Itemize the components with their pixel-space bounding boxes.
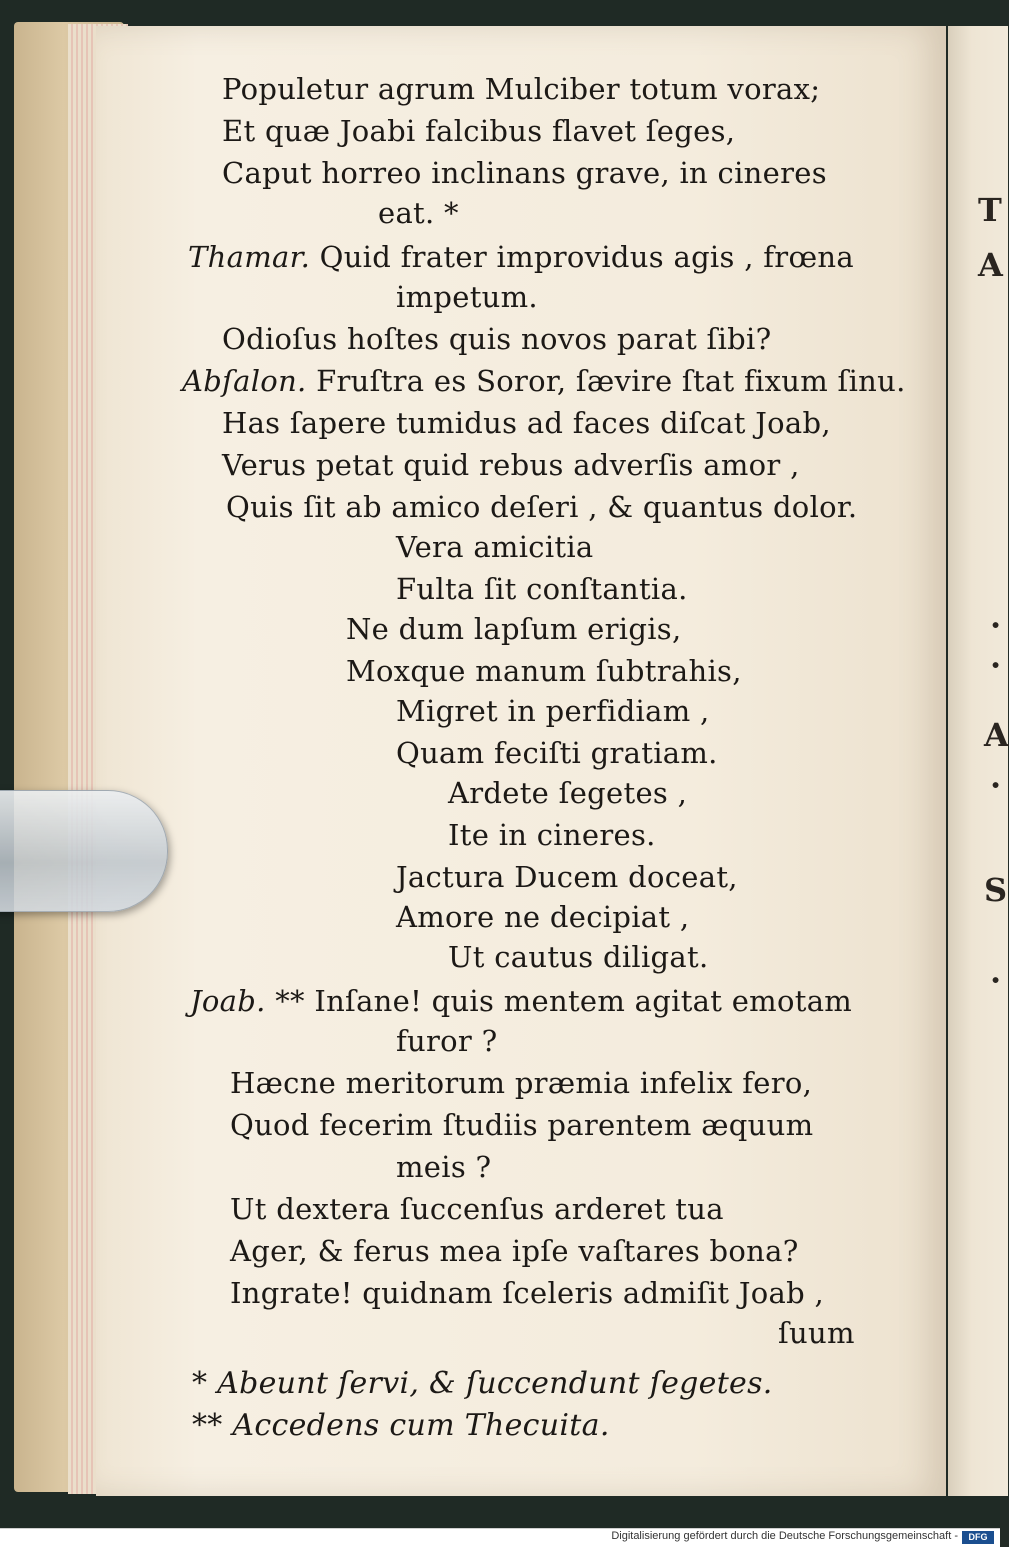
speaker-name: Abſalon. bbox=[182, 364, 307, 398]
facing-page-glyph: · bbox=[990, 961, 1002, 999]
digitization-credit: Digitalisierung gefördert durch die Deutsche Forschungsgemeinschaft - bbox=[611, 1530, 958, 1542]
page-text bbox=[96, 26, 946, 1496]
facing-page-glyph: S bbox=[984, 871, 1008, 909]
dfg-logo: DFG bbox=[962, 1531, 994, 1544]
text-line: Ager, & ferus mea ipſe vaſtares bona? bbox=[230, 1234, 799, 1268]
facing-page-glyph: · bbox=[990, 646, 1002, 684]
speech-line bbox=[182, 364, 906, 398]
song-line: Ardete ſegetes , bbox=[448, 776, 688, 810]
song-line: Ne dum lapſum erigis, bbox=[346, 612, 682, 646]
speaker-name: Joab. bbox=[190, 984, 266, 1018]
text-line: meis ? bbox=[396, 1150, 492, 1184]
text-line: ** Inſane! quis mentem agitat emotam bbox=[275, 984, 853, 1018]
book-page bbox=[96, 26, 946, 1496]
text-line: Ingrate! quidnam ſceleris admiſit Joab , bbox=[230, 1276, 824, 1310]
song-line: Vera amicitia bbox=[396, 530, 594, 564]
text-line: Quid frater improvidus agis , frœna bbox=[319, 240, 854, 274]
text-line: furor ? bbox=[396, 1024, 498, 1058]
text-line: Has ſapere tumidus ad faces diſcat Joab, bbox=[222, 406, 831, 440]
text-line: Hæcne meritorum præmia infelix fero, bbox=[230, 1066, 813, 1100]
facing-page-glyph: A bbox=[978, 246, 1003, 284]
page-holder-clip bbox=[0, 790, 168, 912]
speech-line bbox=[188, 240, 854, 274]
song-line: Migret in perfidiam , bbox=[396, 694, 710, 728]
speaker-name: Thamar. bbox=[188, 240, 311, 274]
song-line: Ite in cineres. bbox=[448, 818, 656, 852]
song-line: Ut cautus diligat. bbox=[448, 940, 709, 974]
footnote: * Abeunt ſervi, & ſuccendunt ſegetes. bbox=[192, 1366, 773, 1401]
facing-page-glyph: · bbox=[990, 606, 1002, 644]
text-line: Quis ſit ab amico deſeri , & quantus dolor. bbox=[226, 490, 858, 524]
catchword: ſuum bbox=[778, 1316, 855, 1350]
speech-line bbox=[190, 984, 852, 1018]
facing-page-edge bbox=[948, 26, 1008, 1496]
text-line: eat. * bbox=[378, 196, 459, 230]
song-line: Quam feciſti gratiam. bbox=[396, 736, 718, 770]
text-line: impetum. bbox=[396, 280, 538, 314]
text-line: Quod fecerim ſtudiis parentem æquum bbox=[230, 1108, 814, 1142]
song-line: Jactura Ducem doceat, bbox=[396, 860, 738, 894]
facing-page-glyph: T bbox=[978, 191, 1002, 229]
song-line: Amore ne decipiat , bbox=[396, 900, 690, 934]
song-line: Fulta ſit conſtantia. bbox=[396, 572, 688, 606]
text-line: Ut dextera ſuccenſus arderet tua bbox=[230, 1192, 724, 1226]
credit-bar bbox=[0, 1528, 1000, 1547]
text-line: Caput horreo inclinans grave, in cineres bbox=[222, 156, 827, 190]
facing-page-glyph: A bbox=[984, 716, 1009, 754]
text-line: Verus petat quid rebus adverſis amor , bbox=[222, 448, 800, 482]
text-line: Fruſtra es Soror, ſævire ſtat fixum ſinu. bbox=[316, 364, 906, 398]
facing-page-glyph: · bbox=[990, 766, 1002, 804]
song-line: Moxque manum ſubtrahis, bbox=[346, 654, 742, 688]
text-line: Odioſus hoſtes quis novos parat ſibi? bbox=[222, 322, 772, 356]
text-line: Populetur agrum Mulciber totum vorax; bbox=[222, 72, 821, 106]
footnote: ** Accedens cum Thecuita. bbox=[192, 1408, 610, 1443]
text-line: Et quæ Joabi falcibus flavet ſeges, bbox=[222, 114, 736, 148]
